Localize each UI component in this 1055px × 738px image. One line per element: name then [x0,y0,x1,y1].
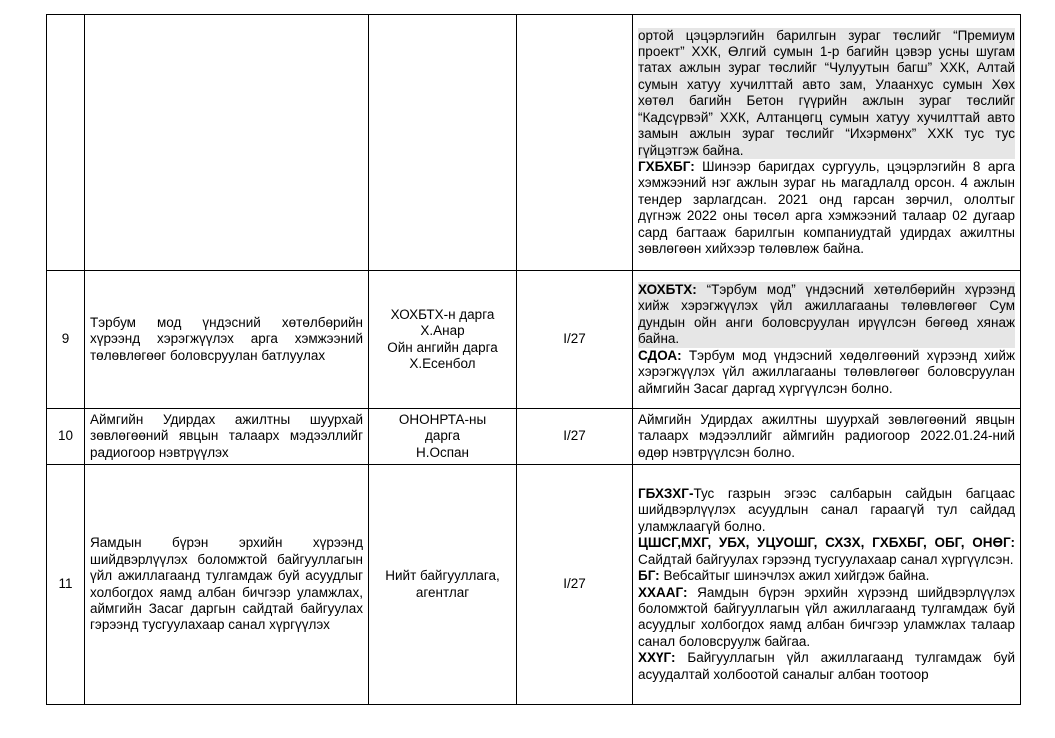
status-paragraph: СДОА: Тэрбум мод үндэсний хөдөлгөөний хүрээнд хийж хэрэгжүүлэх үйл ажиллагааны төлөвлөгөөг боловсруулан аймгийн Засаг даргад хүргүүлсэн болно. [638,347,1015,396]
status-cell [633,15,1021,271]
status-paragraph: ХОХБТХ: “Тэрбум мод” үндэсний хөтөлбөрийн хүрээнд хийж хэрэгжүүлэх үйл ажиллагааны төлөвлөгөөг Сум дундын ойн анги боловсруулан ирүүлсэн бөгөөд хянаж байна. [638,282,1015,347]
status-paragraph: ЦШСГ,МХГ, УБХ, УЦУОШГ, СХЗХ, ГХБХБГ, ОБГ, ОНӨГ: Сайдтай байгуулах гэрээнд тусгуулахаар санал хүргүүлсэн. [638,535,1015,567]
task-cell: Тэрбум мод үндэсний хөтөлбөрийн хүрээнд хэрэгжүүлэх арга хэмжээний төлөвлөгөөг боловсруулан батлуулах [85,271,369,409]
responsible-line: Х.Есенбол [409,355,476,371]
responsible-line: дарга [424,428,461,444]
org-name: СДОА: [638,347,682,363]
responsible-line: Х.Анар [420,323,465,339]
row-number: 9 [47,271,85,409]
status-cell [633,271,1021,409]
deadline-cell: I/27 [517,409,633,465]
status-paragraph: ГБХЗХГ-Тус газрын эгээс салбарын сайдын багцаас шийдвэрлүүлэх асуудлын санал гараагүй тул сайдад уламжлаагүй болно. [638,486,1015,534]
responsible-line: агентлаг [415,584,470,600]
status-paragraph: ГХБХБГ: Шинээр баригдах сургууль, цэцэрлэгийн 8 арга хэмжээний нэг ажлын зураг нь магадлалд орсон. 4 ажлын тендер зарлагдсан. 2021 онд гарсан зөрчил, ололтыг дүгнэж 2022 оны төсөл арга хэмжээний талаар 02 дугаар сард багтааж барилгын компаниудтай удирдах ажилтны зөвлөгөөн хийхээр төлөвлөж байна. [638,158,1015,256]
status-paragraph: Аймгийн Удирдах ажилтны шуурхай зөвлөгөөний явцын талаарх мэдээллийг аймгийн радиогоор 2022.01.24-ний өдөр нэвтрүүлсэн болно. [638,411,1015,460]
row-number: 11 [47,465,85,705]
org-name: ГБХЗХГ- [638,486,694,502]
table-row [47,465,1021,705]
responsible-line: Н.Оспан [415,444,470,460]
status-paragraph: ХХААГ: Яамдын бүрэн эрхийн хүрээнд шийдвэрлүүлэх боломжтой байгууллагын үйл ажиллагаанд тулгамдаж буй асуудлыг холбогдох яамд албан бичгээр уламжлах талаар санал боловсруулж байгаа. [638,584,1015,649]
table-row [47,271,1021,409]
status-paragraph: БГ: Вебсайтыг шинэчлэх ажил хийгдэж байна. [638,568,930,584]
responsible-line: Ойн ангийн дарга [387,339,498,355]
task-cell [85,15,369,271]
status-cell [633,409,1021,465]
row-number [47,15,85,271]
responsible-line: ОНОНРТА-ны [398,411,487,427]
org-name: ГХБХБГ: [638,158,695,174]
status-paragraph: ХХҮГ: Байгууллагын үйл ажиллагаанд тулгамдаж буй асуудалтай холбоотой саналыг албан тоотоор [638,650,1015,682]
deadline-cell: I/27 [517,465,633,705]
row-number: 10 [47,409,85,465]
org-name: ХХААГ: [638,584,688,600]
status-cell [633,465,1021,705]
table-row [47,15,1021,271]
table-row [47,409,1021,465]
responsible-cell [369,271,517,409]
task-cell: Яамдын бүрэн эрхийн хүрээнд шийдвэрлүүлэх боломжтой байгууллагын үйл ажиллагаанд тулгамдаж буй асуудлыг холбогдох яамд албан бичгээр уламжлах, аймгийн Засаг даргын сайдтай байгуулах гэрээнд тусгуулахаар санал хүргүүлэх [85,465,369,705]
org-name: ЦШСГ,МХГ, УБХ, УЦУОШГ, СХЗХ, ГХБХБГ, ОБГ, ОНӨГ: [638,535,1015,551]
org-name: ХХҮГ: [638,650,676,666]
responsible-cell [369,15,517,271]
responsible-cell [369,409,517,465]
status-paragraph: ортой цэцэрлэгийн барилгын зураг төслийг “Премиум проект” ХХК, Өлгий сумын 1-р багийн цэвэр усны шугам татах ажлын зураг төслийг “Чулуутын багш” ХХК, Алтай сумын хатуу хучилттай авто зам, Улаанхус сумын Хөх хөтөл багийн Бетон гүүрийн ажлын зураг төслийг “Кадсүрвэй” ХХК, Алтанцөгц сумын хатуу хучилттай авто замын ажлын зураг төслийг “Ихэрмөнх” ХХК тус тус гүйцэтгэж байна. [638,27,1015,158]
responsible-line: ХОХБТХ-н дарга [390,306,495,322]
report-table [46,14,1021,705]
responsible-cell [369,465,517,705]
org-name: БГ: [638,568,660,584]
org-name: ХОХБТХ: [638,282,697,298]
deadline-cell: I/27 [517,271,633,409]
deadline-cell [517,15,633,271]
task-cell: Аймгийн Удирдах ажилтны шуурхай зөвлөгөөний явцын талаарх мэдээллийг радиогоор нэвтрүүлэх [85,409,369,465]
responsible-line: Нийт байгууллага, [385,568,500,584]
